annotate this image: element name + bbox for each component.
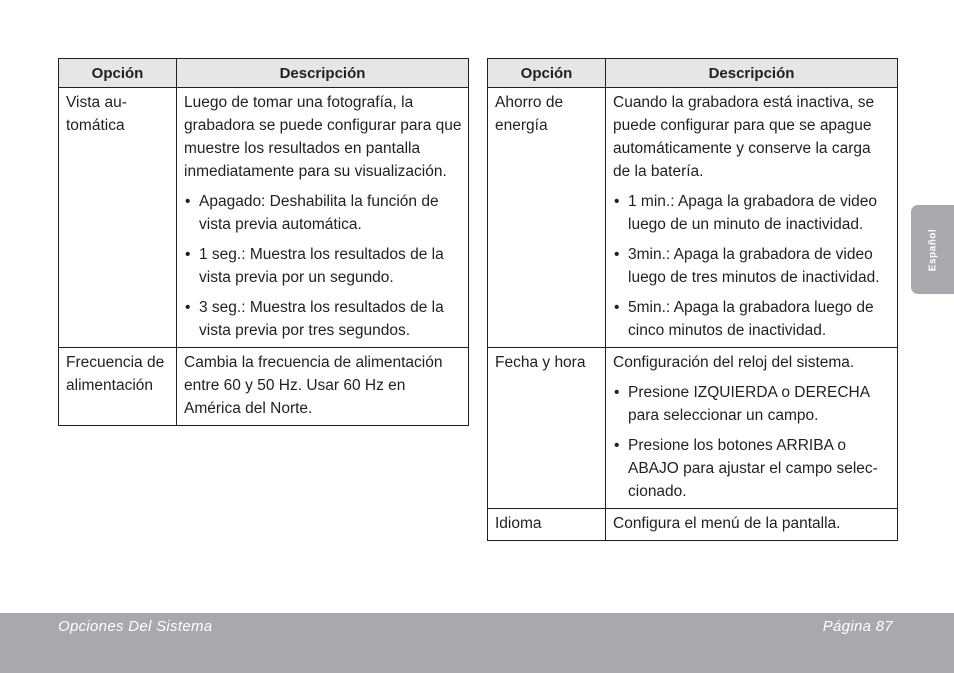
description-column-header: Descripción	[177, 59, 469, 88]
option-values-list	[184, 190, 462, 342]
option-column-header: Opción	[488, 59, 606, 88]
description-text: Luego de tomar una fotografía, la grabadora se puede configurar para que muestre los resultados en pantalla inmediatamente para su visualización.	[184, 94, 462, 180]
table-header-row	[488, 59, 898, 88]
table-row	[488, 509, 898, 541]
description-cell	[177, 88, 469, 348]
list-item: • 1 min.: Apaga la grabadora de video luego de un minuto de inactividad.	[613, 190, 891, 236]
list-item: • 1 seg.: Muestra los resultados de la vista previa por un segundo.	[184, 243, 462, 289]
options-table-left	[58, 58, 469, 426]
language-side-tab	[911, 205, 954, 294]
description-cell	[606, 509, 898, 541]
list-item: • 3min.: Apaga la grabadora de video luego de tres minutos de inactividad.	[613, 243, 891, 289]
options-table-right	[487, 58, 898, 541]
list-item: • Apagado: Deshabilita la función de vista previa automática.	[184, 190, 462, 236]
list-item: • 3 seg.: Muestra los resultados de la vista previa por tres segundos.	[184, 296, 462, 342]
description-text: Configura el menú de la pantalla.	[613, 515, 841, 532]
option-cell: Idioma	[488, 509, 606, 541]
description-cell	[606, 88, 898, 348]
table-row	[59, 348, 469, 426]
table-row	[488, 348, 898, 509]
description-text: Configuración del reloj del sistema.	[613, 354, 855, 371]
page-footer	[0, 613, 954, 673]
description-cell	[606, 348, 898, 509]
description-text: Cambia la frecuencia de alimentación entre 60 y 50 Hz. Usar 60 Hz en América del Norte.	[184, 354, 443, 417]
table-body	[59, 88, 469, 426]
list-item: • 5min.: Apaga la grabadora luego de cinco minutos de inactividad.	[613, 296, 891, 342]
option-cell: Ahorro de energía	[488, 88, 606, 348]
description-column-header: Descripción	[606, 59, 898, 88]
language-tab-label: Español	[927, 228, 938, 271]
list-item: • Presione IZQUIERDA o DERECHA para seleccionar un campo.	[613, 381, 891, 427]
description-cell	[177, 348, 469, 426]
table-body	[488, 88, 898, 541]
option-column-header: Opción	[59, 59, 177, 88]
option-values-list	[613, 381, 891, 503]
option-cell: Frecuencia de alimentación	[59, 348, 177, 426]
footer-page-number: Página 87	[822, 618, 893, 635]
list-item: • Presione los botones ARRIBA o ABAJO para ajustar el campo selec- cionado.	[613, 434, 891, 503]
option-cell: Fecha y hora	[488, 348, 606, 509]
table-row	[59, 88, 469, 348]
description-text: Cuando la grabadora está inactiva, se puede configurar para que se apague automáticamente y conserve la carga de la batería.	[613, 94, 875, 180]
footer-section-title: Opciones Del Sistema	[58, 618, 213, 635]
option-values-list	[613, 190, 891, 342]
option-cell: Vista au- tomática	[59, 88, 177, 348]
table-row	[488, 88, 898, 348]
table-header-row	[59, 59, 469, 88]
